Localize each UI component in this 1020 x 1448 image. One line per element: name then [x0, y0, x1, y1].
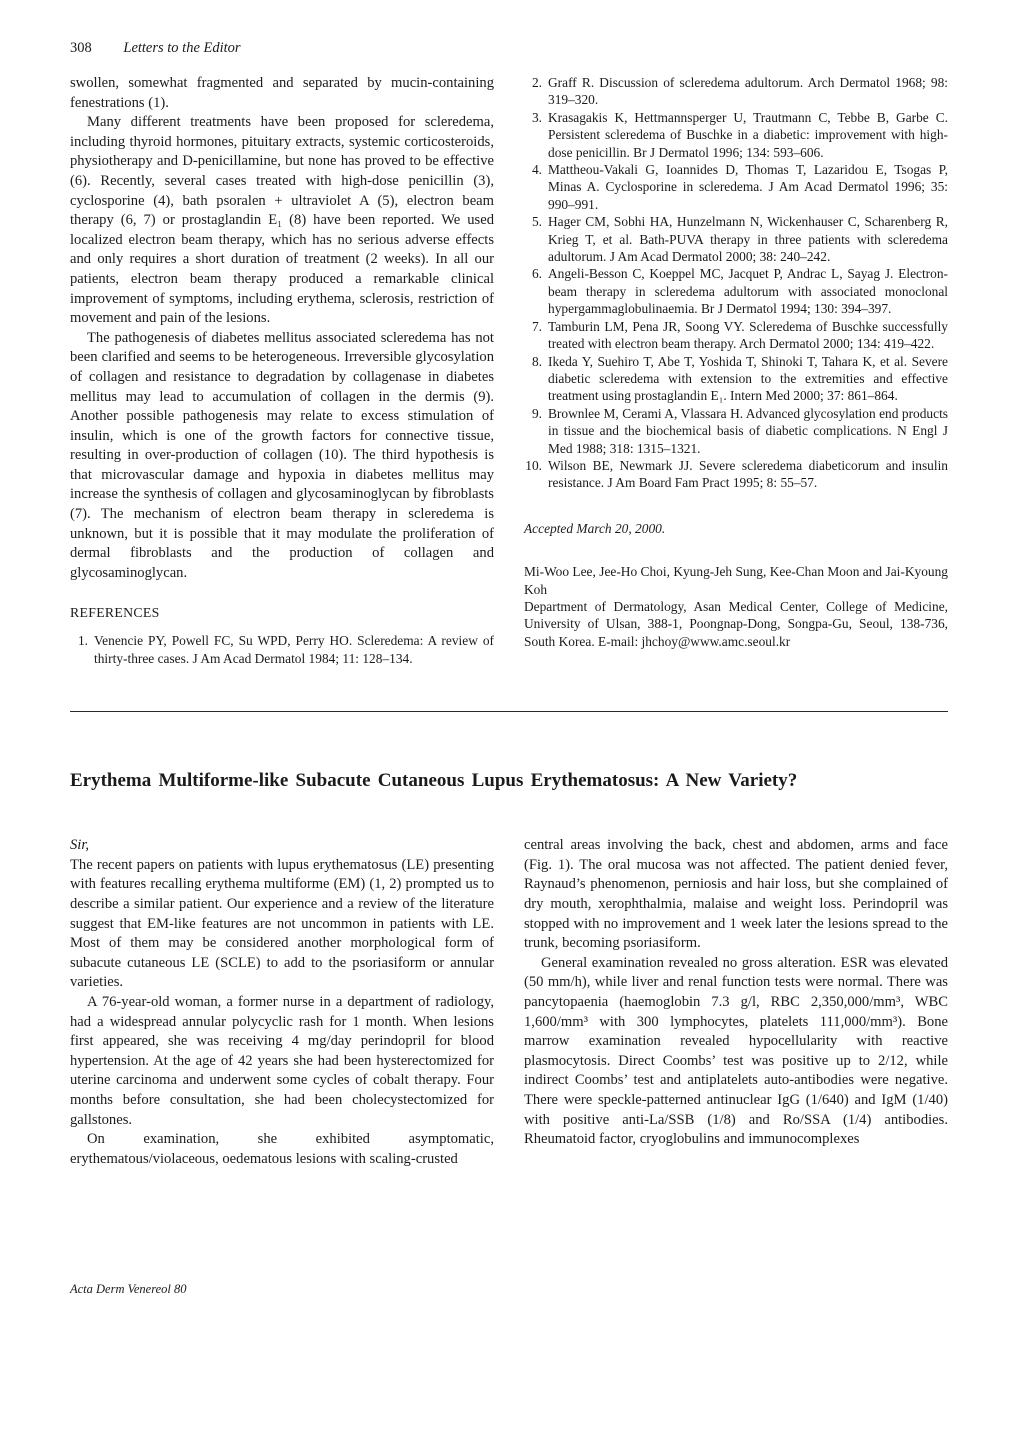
references-heading: REFERENCES [70, 605, 160, 621]
salutation: Sir, [70, 837, 90, 854]
reference-number: 7. [531, 318, 542, 334]
reference-number: 9. [531, 405, 542, 421]
reference-item [524, 318, 948, 353]
reference-item [70, 632, 494, 667]
article1-right-column [524, 74, 948, 667]
reference-item [524, 109, 948, 161]
article2-right-column [524, 836, 948, 1169]
reference-text: Mattheou-Vakali G, Ioannides D, Thomas T, Lazaridou E, Tsogas P, Minas A. Cyclosporine in scleredema. J Am Acad Dermatol 1996; 35: 990–991. [548, 162, 948, 212]
references-list-left [70, 632, 494, 667]
authors-line: Mi-Woo Lee, Jee-Ho Choi, Kyung-Jeh Sung, Kee-Chan Moon and Jai-Kyoung Koh [524, 564, 948, 597]
article2-section [70, 770, 948, 1169]
reference-text: Graff R. Discussion of scleredema adultorum. Arch Dermatol 1968; 98: 319–320. [548, 75, 948, 108]
article1-left-column [70, 74, 494, 667]
reference-item [524, 213, 948, 265]
running-head: Letters to the Editor [123, 40, 241, 56]
reference-text: Wilson BE, Newmark JJ. Severe scleredema diabeticorum and insulin resistance. J Am Board Fam Pract 1995; 8: 55–57. [548, 457, 948, 491]
reference-text: Ikeda Y, Suehiro T, Abe T, Yoshida T, Shinoki T, Tahara K, et al. Severe diabetic scleredema with extension to the extremities and effective treatment using prostaglandin E₁. Intern Med 2000; 37: 861–864. [548, 353, 948, 404]
reference-text: Krasagakis K, Hettmannsperger U, Trautmann C, Tebbe B, Garbe C. Persistent scleredema of Buschke in a diabetic: improvement with high-dose penicillin. Br J Dermatol 1996; 134: 593–606. [548, 109, 948, 160]
article2-title: Erythema Multiforme-like Subacute Cutaneous Lupus Erythematosus: A New Variety? [70, 770, 798, 792]
reference-item [524, 265, 948, 317]
reference-item [524, 353, 948, 405]
journal-footer: Acta Derm Venereol 80 [70, 1282, 187, 1296]
body-paragraph: The pathogenesis of diabetes mellitus associated scleredema has not been clarified and seems to be heterogeneous. Irreversible glycosylation of collagen and resistance to degradation by collagenase in diabetes mellitus may lead to accumulation of collagen in the dermis (9). Another possible pathogenesis may relate to excess stimulation of insulin, which is one of the growth factors for connective tissue, resulting in over-production of collagen (10). The third hypothesis is that microvascular damage and hypoxia in diabetes mellitus may increase the synthesis of collagen and glycosaminoglycan by fibroblasts (7). The mechanism of electron beam therapy in scleredema is unknown, but it is possible that it may modulate the proliferation of dermal fibroblasts and the production of collagen and glycosaminoglycan. [70, 329, 494, 581]
reference-number: 4. [531, 162, 542, 178]
reference-item [524, 74, 948, 109]
references-list-right [524, 74, 948, 492]
page-header [70, 40, 948, 57]
reference-item [524, 405, 948, 457]
reference-number: 2. [531, 75, 542, 90]
reference-text: Brownlee M, Cerami A, Vlassara H. Advanced glycosylation end products in tissue and the biochemical basis of diabetic complications. N Engl J Med 1988; 318: 1315–1321. [548, 405, 948, 456]
article-divider [70, 711, 948, 712]
article2-columns [70, 836, 948, 1169]
reference-number: 8. [531, 353, 542, 369]
body-paragraph: Many different treatments have been proposed for scleredema, including thyroid hormones, pituitary extracts, systemic corticosteroids, physiotherapy and D-penicillamine, but none has proved to be effective (6). Recently, several cases treated with high-dose penicillin (3), cyclosporine (4), bath psoralen + ultraviolet A (5), electron beam therapy (6, 7) or prostaglandin E₁ (8) have been reported. We used localized electron beam therapy, which has no serious adverse effects and only requires a short duration of treatment (2 weeks). In all our patients, electron beam therapy produced a remarkable clinical improvement of symptoms, including erythema, sclerosis, restriction of movement and pain of the lesions. [70, 114, 494, 327]
body-paragraph: swollen, somewhat fragmented and separated by mucin-containing fenestrations (1). [70, 75, 494, 111]
affiliation-line: Department of Dermatology, Asan Medical Center, College of Medicine, University of Ulsan, 388-1, Poongnap-Dong, Songpa-Gu, Seoul, 138-736, South Korea. E-mail: jhchoy@www.amc.seoul.kr [524, 598, 948, 649]
reference-number: 10. [525, 457, 542, 473]
reference-number: 1. [77, 633, 88, 649]
accepted-note: Accepted March 20, 2000. [524, 520, 666, 536]
article1-columns [70, 74, 948, 667]
body-paragraph: central areas involving the back, chest and abdomen, arms and face (Fig. 1). The oral mucosa was not affected. The patient denied fever, Raynaud’s phenomenon, perniosis and hair loss, but she complained of dry mouth, xerophthalmia, malaise and weight loss. Perindopril was stopped with no improvement and 1 week later the lesions spread to the trunk, becoming psoriasiform. [524, 837, 948, 952]
reference-text: Tamburin LM, Pena JR, Soong VY. Scleredema of Buschke successfully treated with electron beam therapy. Arch Dermatol 2000; 134: 419–422. [548, 318, 948, 352]
reference-number: 6. [531, 266, 542, 282]
article2-left-column [70, 836, 494, 1169]
reference-text: Hager CM, Sobhi HA, Hunzelmann N, Wickenhauser C, Scharenberg R, Krieg T, et al. Bath-PUVA therapy in three patients with scleredema adultorum. J Am Acad Dermatol 2000; 38: 240–242. [548, 214, 948, 265]
body-paragraph: On examination, she exhibited asymptomatic, erythematous/violaceous, oedematous lesions with scaling-crusted [70, 1131, 494, 1167]
reference-number: 5. [531, 214, 542, 230]
reference-text: Angeli-Besson C, Koeppel MC, Jacquet P, Andrac L, Sayag J. Electron-beam therapy in scleredema adultorum with associated monoclonal hypergammaglobulinaemia. Br J Dermatol 1994; 130: 394–397. [548, 266, 948, 317]
page-number: 308 [70, 40, 92, 56]
reference-number: 3. [531, 109, 542, 125]
reference-text: Venencie PY, Powell FC, Su WPD, Perry HO. Scleredema: A review of thirty-three cases. J Am Acad Dermatol 1984; 11: 128–134. [94, 633, 494, 666]
reference-item [524, 457, 948, 492]
body-paragraph: A 76-year-old woman, a former nurse in a department of radiology, had a widespread annular polycyclic rash for 1 month. When lesions first appeared, she was receiving 4 mg/day perindopril for blood hypertension. At the age of 42 years she had been hysterectomized for uterine carcinoma and underwent some cycles of cobalt therapy. Four months before consultation, she had been cholecystectomized for gallstones. [70, 994, 494, 1128]
reference-item [524, 161, 948, 213]
article1-section [70, 74, 948, 667]
body-paragraph: The recent papers on patients with lupus erythematosus (LE) presenting with features recalling erythema multiforme (EM) (1, 2) prompted us to describe a similar patient. Our experience and a review of the literature suggest that EM-like features are not uncommon in patients with LE. Most of them may be considered another morphological form of subacute cutaneous LE (SCLE) to add to the psoriasiform or annular varieties. [70, 856, 494, 991]
body-paragraph: General examination revealed no gross alteration. ESR was elevated (50 mm/h), while liver and renal function tests were normal. There was pancytopaenia (haemoglobin 7.3 g/l, RBC 2,350,000/mm³, WBC 1,600/mm³ with 300 lymphocytes, platelets 111,000/mm³). Bone marrow examination revealed hypocellularity with reactive plasmocytosis. Direct Coombs’ test was positive up to 2/12, while indirect Coombs’ test and antiplatelets auto-antibodies were negative. There were speckle-patterned antinuclear IgG (1/640) and IgM (1/40) with positive anti-La/SSB (1/8) and Ro/SSA (1/4) antibodies. Rheumatoid factor, cryoglobulins and immunocomplexes [524, 954, 948, 1148]
